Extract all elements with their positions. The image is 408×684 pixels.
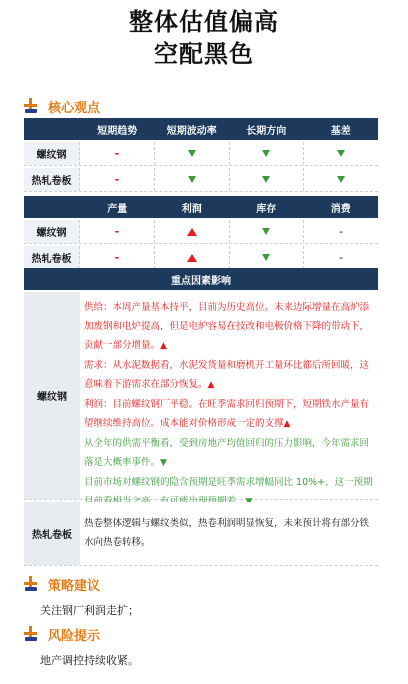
page-title-line2: 空配黑色	[154, 40, 254, 68]
up-arrow-icon: ▲	[160, 341, 167, 351]
down-arrow-icon: ▼	[160, 458, 167, 468]
core-view-table	[24, 118, 378, 548]
table-cell	[80, 142, 155, 165]
factor-text-balance: 从全年的供需平衡看，受到房地产均值回归的压力影响，今年需求回落是大概率事件。	[84, 438, 370, 468]
section-core-header	[24, 96, 100, 116]
table-cell	[304, 142, 378, 165]
table-cell	[304, 220, 378, 243]
table2-header-cell: 库存	[256, 203, 277, 215]
table1-header	[24, 118, 378, 140]
pushpin-icon	[24, 626, 40, 642]
down-triangle-icon	[262, 228, 270, 235]
factor-text	[84, 434, 374, 473]
table-cell	[155, 142, 230, 165]
section-core-title: 核心观点	[48, 100, 101, 116]
table-cell	[80, 246, 155, 269]
table-cell	[155, 168, 230, 191]
table-cell	[304, 168, 378, 191]
table-cell	[155, 220, 230, 243]
down-triangle-icon	[337, 150, 345, 157]
factor-text	[84, 298, 374, 356]
table-cell	[80, 168, 155, 191]
down-triangle-icon	[262, 254, 270, 261]
dash-icon: -	[339, 251, 344, 264]
dash-icon: -	[114, 225, 120, 238]
factor-text-supply: 供给：本周产量基本持平，目前为历史高位。未来边际增量在高炉添加废钢和电炉提高，但是电炉容易在技改和电极价格下降的带动下，贡献一部分增量。	[84, 302, 370, 351]
strategy-text: 关注钢厂利润走扩；	[40, 604, 139, 617]
section-risk-title: 风险提示	[48, 628, 101, 644]
down-triangle-icon	[188, 176, 196, 183]
factors-header: 重点因素影响	[24, 268, 378, 290]
factor-text-demand: 需求：从水泥数据看，水泥发货量和磨机开工量环比都后所回暖，这意味着下游需求在部分恢复。	[84, 360, 370, 390]
factor-text	[84, 395, 374, 434]
table2-header-cell: 消费	[330, 203, 351, 215]
section-strategy-header	[24, 574, 100, 594]
table2-header-cell: 产量	[107, 203, 128, 215]
dash-icon: -	[114, 173, 120, 186]
table-cell	[80, 220, 155, 243]
table2-header-cell: 利润	[181, 203, 202, 215]
factor-label: 热轧卷板	[24, 502, 80, 565]
table-cell	[230, 220, 305, 243]
row-label: 热轧卷板	[24, 168, 80, 191]
page-title-line1: 整体估值偏高	[129, 8, 279, 36]
table1-row-hrc	[24, 168, 378, 192]
table1-header-cell: 短期波动率	[166, 125, 217, 137]
factor-row-rebar	[24, 292, 378, 500]
table-cell	[230, 246, 305, 269]
section-strategy-title: 策略建议	[48, 578, 101, 594]
row-label: 螺纹钢	[24, 142, 80, 165]
factor-content	[80, 292, 378, 499]
table1-header-cell: 长期方向	[246, 125, 287, 137]
row-label: 热轧卷板	[24, 246, 80, 269]
down-triangle-icon	[337, 176, 345, 183]
table1-header-cell: 短期趋势	[97, 125, 138, 137]
factor-text-expectation: 目前市场对螺纹钢的隐含预期是旺季需求增幅同比 10%+，这一预期	[84, 477, 373, 488]
down-triangle-icon	[262, 176, 270, 183]
table-cell	[230, 142, 305, 165]
table1-header-cell: 基差	[330, 125, 351, 137]
up-arrow-icon: ▲	[283, 419, 291, 429]
factor-text-profit: 利润：目前螺纹钢厂平稳。在旺季需求回归预期下，短期铁水产量有望继续维持高位。成本能对价格形成一定的支撑	[84, 399, 370, 429]
risk-text: 地产调控持续收紧。	[40, 654, 139, 667]
dash-icon: -	[114, 147, 120, 160]
up-triangle-icon	[187, 254, 197, 262]
row-label: 螺纹钢	[24, 220, 80, 243]
up-arrow-icon: ▲	[207, 380, 215, 390]
table2-header	[24, 196, 378, 218]
up-triangle-icon	[187, 228, 197, 236]
section-risk-header	[24, 624, 100, 644]
table2-row-rebar	[24, 220, 378, 244]
factor-content: 热卷整体逻辑与螺纹类似，热卷利润明显恢复，未来预计将有部分铁水向热卷转移。	[80, 502, 378, 565]
factor-row-hrc	[24, 502, 378, 566]
table-cell	[230, 168, 305, 191]
down-triangle-icon	[262, 150, 270, 157]
pushpin-icon	[24, 576, 40, 592]
dash-icon: -	[114, 251, 120, 264]
table-cell	[155, 246, 230, 269]
table1-row-rebar	[24, 142, 378, 166]
table-cell	[304, 246, 378, 269]
factor-label: 螺纹钢	[24, 292, 80, 499]
down-triangle-icon	[188, 150, 196, 157]
table2-row-hrc	[24, 246, 378, 270]
pushpin-icon	[24, 98, 40, 114]
dash-icon: -	[339, 225, 344, 238]
factor-text	[84, 356, 374, 395]
